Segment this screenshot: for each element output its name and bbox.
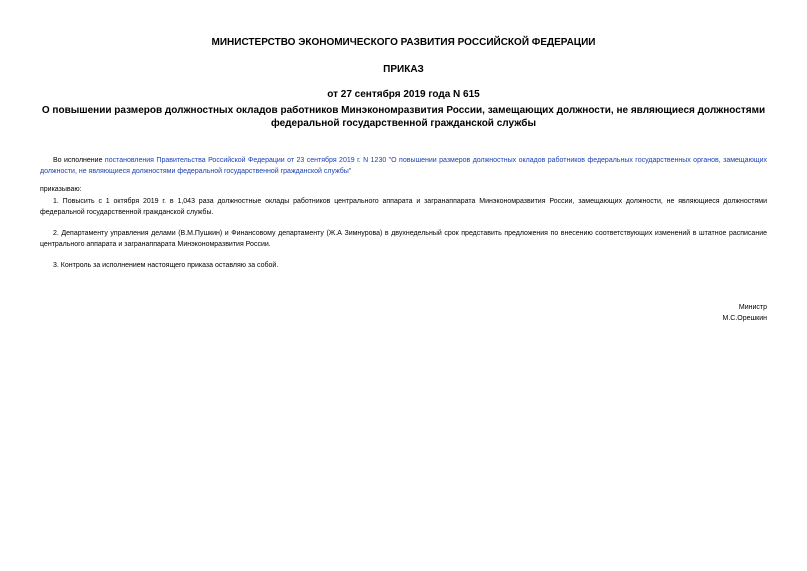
order-item-2: 2. Департаменту управления делами (В.М.Пушкин) и Финансовому департаменту (Ж.А Зимнурова) в двухнедельный срок представить предложения по внесению соответствующих изменений в штатное расписание центрального аппарата и загранаппарата Минэкономразвития России. (40, 230, 767, 248)
basis-link[interactable]: постановления Правительства Российской Федерации от 23 сентября 2019 г. N 1230 "О повышении размеров должностных окладов работников федеральных государственных органов, замещающих должности, не являющиеся должностями федеральной государственной гражданской службы" (40, 157, 767, 175)
order-item-1: 1. Повысить с 1 октября 2019 г. в 1,043 раза должностные оклады работников центрального аппарата и загранаппарата Минэкономразвития России, замещающих должности, не являющиеся должностями федеральной государственной гражданской службы. (40, 198, 767, 216)
basis-paragraph (40, 155, 767, 177)
basis-prefix: Во исполнение (53, 157, 105, 164)
order-date: от 27 сентября 2019 года N 615 (327, 89, 480, 100)
ministry-name: МИНИСТЕРСТВО ЭКОНОМИЧЕСКОГО РАЗВИТИЯ РОССИЙСКОЙ ФЕДЕРАЦИИ (211, 37, 596, 48)
signature-name: М.С.Орешкин (722, 315, 767, 322)
order-type: ПРИКАЗ (383, 64, 424, 75)
document-title: О повышении размеров должностных окладов работников Минэкономразвития России, замещающих должности, не являющиеся должностями федеральной государственной гражданской службы (41, 105, 766, 129)
order-word: приказываю: (40, 186, 82, 193)
signature-position: Министр (738, 304, 767, 311)
order-item-3: 3. Контроль за исполнением настоящего приказа оставляю за собой. (53, 262, 279, 269)
